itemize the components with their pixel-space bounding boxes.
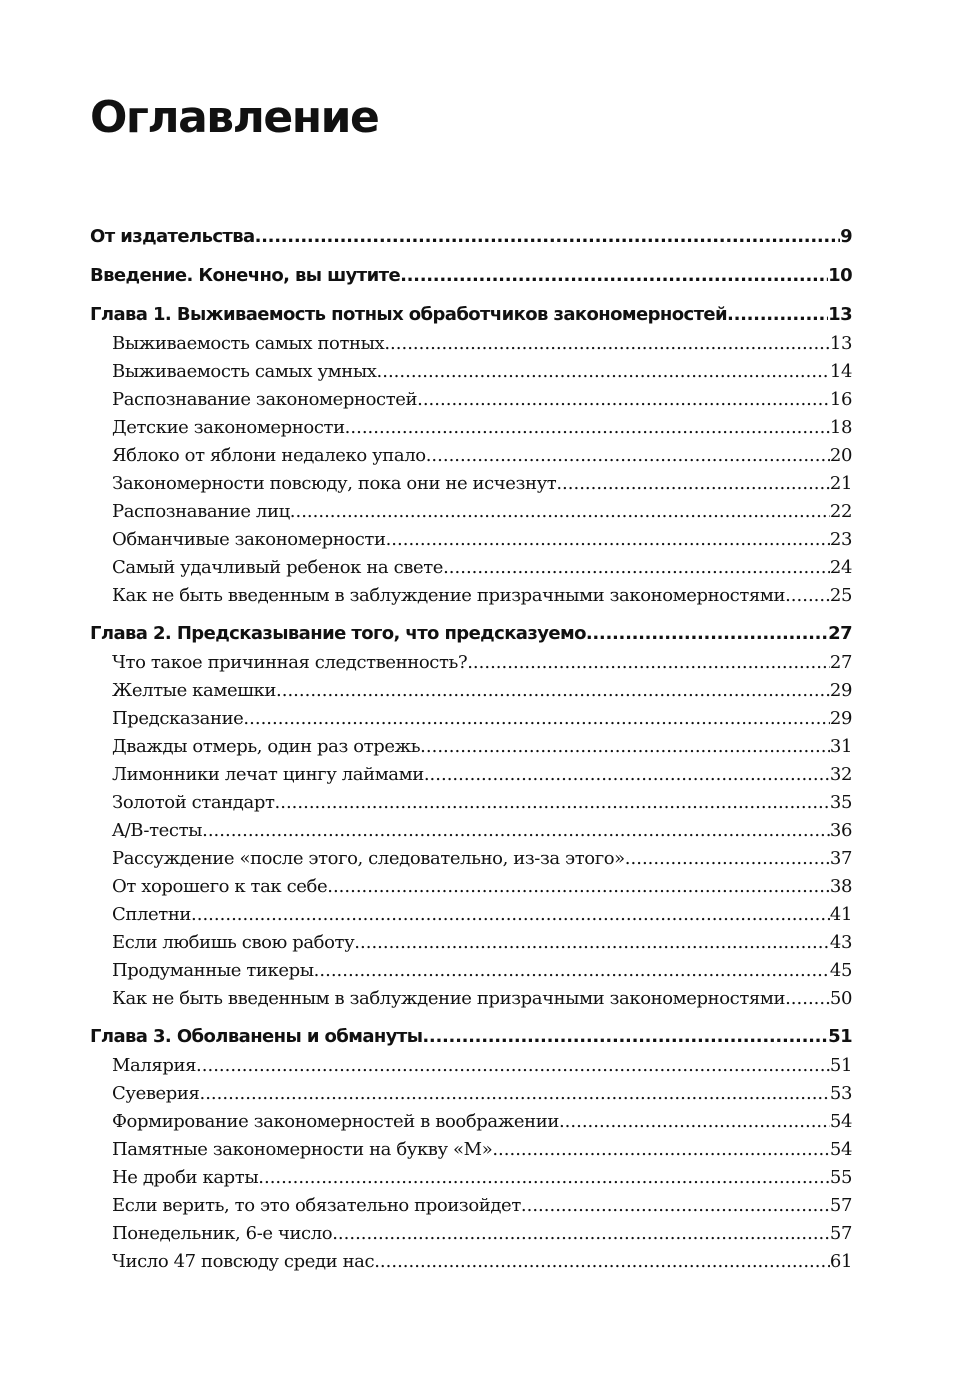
toc-section-entry[interactable]	[90, 901, 852, 929]
toc-section-entry-title: Число 47 повсюду среди нас	[112, 1251, 375, 1272]
dot-leader	[290, 498, 830, 526]
toc-section-entry-title: Предсказание	[112, 708, 244, 729]
toc-section-entry-page-number: 24	[829, 557, 852, 578]
dot-leader	[424, 761, 830, 789]
toc-chapter-entry-title: Глава 2. Предсказывание того, что предсказуемо	[90, 623, 586, 644]
toc-section-entry-title: Если верить, то это обязательно произойдет	[112, 1195, 521, 1216]
toc-section-entry[interactable]	[90, 1136, 852, 1164]
dot-leader	[521, 1192, 830, 1220]
toc-section-entry-title: Малярия	[112, 1055, 197, 1076]
toc-section-entry[interactable]	[90, 705, 852, 733]
dot-leader	[785, 985, 830, 1013]
toc-section-entry[interactable]	[90, 1164, 852, 1192]
toc-chapter-entry[interactable]	[90, 222, 852, 252]
toc-section-entry-page-number: 36	[829, 820, 852, 841]
toc-section-entry-title: Если любишь свою работу	[112, 932, 355, 953]
dot-leader	[199, 1080, 829, 1108]
toc-section-entry[interactable]	[90, 733, 852, 761]
toc-section-entry[interactable]	[90, 1080, 852, 1108]
dot-leader	[258, 1164, 830, 1192]
toc-section-entry-page-number: 18	[829, 417, 852, 438]
dot-leader	[443, 554, 830, 582]
toc-section-entry-title: Формирование закономерностей в воображении	[112, 1111, 559, 1132]
toc-section-entry-page-number: 41	[829, 904, 852, 925]
toc-section-entry-page-number: 23	[829, 529, 852, 550]
toc-section-entry-title: Рассуждение «после этого, следовательно, из-за этого»	[112, 848, 625, 869]
page-title: Оглавление	[90, 92, 379, 143]
toc-chapter-entry-page-number: 13	[828, 304, 852, 325]
toc-section-entry-title: Обманчивые закономерности	[112, 529, 386, 550]
toc-section-entry-page-number: 32	[829, 764, 852, 785]
dot-leader	[384, 330, 830, 358]
toc-section-entry-title: Детские закономерности	[112, 417, 345, 438]
dot-leader	[243, 705, 829, 733]
dot-leader	[276, 677, 830, 705]
toc-section-entry[interactable]	[90, 442, 852, 470]
dot-leader	[377, 358, 830, 386]
toc-section-entry-title: Закономерности повсюду, пока они не исчезнут	[112, 473, 557, 494]
toc-chapter-entry-page-number: 10	[828, 265, 852, 286]
toc-section-entry-title: Что такое причинная следственность?	[112, 652, 468, 673]
toc-section-entry[interactable]	[90, 789, 852, 817]
toc-section-entry-title: Как не быть введенным в заблуждение призрачными закономерностями	[112, 988, 786, 1009]
table-of-contents	[90, 222, 852, 1276]
dot-leader	[327, 873, 830, 901]
toc-section-entry-page-number: 51	[829, 1055, 852, 1076]
dot-leader	[255, 222, 840, 252]
toc-section-entry[interactable]	[90, 1248, 852, 1276]
toc-section-entry-page-number: 37	[829, 848, 852, 869]
toc-section-entry-title: Суеверия	[112, 1083, 200, 1104]
toc-chapter-entry[interactable]	[90, 300, 852, 330]
toc-section-entry-page-number: 57	[829, 1223, 852, 1244]
toc-section-entry-title: A/B-тесты	[112, 820, 203, 841]
toc-section-entry[interactable]	[90, 845, 852, 873]
toc-chapter-entry[interactable]	[90, 1022, 852, 1052]
dot-leader	[625, 845, 830, 873]
toc-section-entry-page-number: 25	[829, 585, 852, 606]
toc-section-entry-title: Золотой стандарт	[112, 792, 275, 813]
dot-leader	[191, 901, 830, 929]
toc-section-entry-title: Как не быть введенным в заблуждение призрачными закономерностями	[112, 585, 786, 606]
dot-leader	[785, 582, 830, 610]
toc-section-entry[interactable]	[90, 929, 852, 957]
dot-leader	[386, 526, 830, 554]
dot-leader	[417, 386, 830, 414]
toc-section-entry[interactable]	[90, 1192, 852, 1220]
dot-leader	[492, 1136, 830, 1164]
toc-chapter-entry-title: От издательства	[90, 226, 255, 247]
toc-section-entry[interactable]	[90, 582, 852, 610]
toc-chapter-entry-page-number: 9	[840, 226, 852, 247]
toc-section-entry-page-number: 21	[829, 473, 852, 494]
toc-section-entry[interactable]	[90, 1220, 852, 1248]
toc-section-entry-page-number: 54	[829, 1139, 852, 1160]
dot-leader	[727, 300, 828, 330]
toc-section-entry[interactable]	[90, 498, 852, 526]
dot-leader	[345, 414, 830, 442]
toc-section-entry-title: Выживаемость самых умных	[112, 361, 377, 382]
dot-leader	[420, 733, 830, 761]
dot-leader	[314, 957, 830, 985]
toc-chapter-entry-page-number: 51	[828, 1026, 852, 1047]
toc-section-entry-page-number: 20	[829, 445, 852, 466]
toc-section-entry[interactable]	[90, 985, 852, 1013]
toc-section-entry[interactable]	[90, 761, 852, 789]
toc-section-entry-title: Яблоко от яблони недалеко упало	[112, 445, 426, 466]
toc-chapter-entry-page-number: 27	[828, 623, 852, 644]
toc-section-entry-page-number: 55	[829, 1167, 852, 1188]
toc-section-entry[interactable]	[90, 1052, 852, 1080]
toc-section-entry[interactable]	[90, 386, 852, 414]
toc-section-entry[interactable]	[90, 649, 852, 677]
toc-section-entry[interactable]	[90, 817, 852, 845]
toc-chapter-entry-title: Введение. Конечно, вы шутите	[90, 265, 401, 286]
toc-section-entry-title: Выживаемость самых потных	[112, 333, 385, 354]
dot-leader	[467, 649, 830, 677]
toc-section-entry[interactable]	[90, 414, 852, 442]
toc-section-entry-page-number: 54	[829, 1111, 852, 1132]
toc-section-entry[interactable]	[90, 470, 852, 498]
toc-section-entry-title: Распознавание лиц	[112, 501, 290, 522]
toc-section-entry-page-number: 50	[829, 988, 852, 1009]
toc-section-entry[interactable]	[90, 957, 852, 985]
toc-section-entry-page-number: 14	[829, 361, 852, 382]
toc-section-entry-title: Дважды отмерь, один раз отрежь	[112, 736, 421, 757]
toc-section-entry-title: Памятные закономерности на букву «М»	[112, 1139, 493, 1160]
dot-leader	[332, 1220, 830, 1248]
toc-section-entry-page-number: 13	[829, 333, 852, 354]
toc-section-entry[interactable]	[90, 873, 852, 901]
toc-section-entry-page-number: 57	[829, 1195, 852, 1216]
toc-section-entry[interactable]	[90, 1108, 852, 1136]
toc-section-entry-page-number: 31	[829, 736, 852, 757]
toc-section-entry-page-number: 53	[829, 1083, 852, 1104]
dot-leader	[556, 470, 830, 498]
toc-chapter-entry[interactable]	[90, 619, 852, 649]
toc-section-entry-title: Самый удачливый ребенок на свете	[112, 557, 444, 578]
toc-section-entry[interactable]	[90, 677, 852, 705]
dot-leader	[354, 929, 830, 957]
toc-section-entry[interactable]	[90, 330, 852, 358]
toc-section-entry-page-number: 38	[829, 876, 852, 897]
dot-leader	[400, 261, 828, 291]
toc-section-entry[interactable]	[90, 554, 852, 582]
dot-leader	[374, 1248, 830, 1276]
toc-chapter-entry-title: Глава 1. Выживаемость потных обработчиков закономерностей	[90, 304, 728, 325]
toc-section-entry-title: Распознавание закономерностей	[112, 389, 418, 410]
toc-section-entry[interactable]	[90, 526, 852, 554]
toc-section-entry-page-number: 29	[829, 708, 852, 729]
toc-section-entry-page-number: 22	[829, 501, 852, 522]
toc-section-entry-title: Лимонники лечат цингу лаймами	[112, 764, 424, 785]
dot-leader	[196, 1052, 830, 1080]
dot-leader	[426, 442, 830, 470]
toc-section-entry-page-number: 35	[829, 792, 852, 813]
toc-section-entry-page-number: 27	[829, 652, 852, 673]
toc-section-entry-title: Желтые камешки	[112, 680, 276, 701]
toc-section-entry-page-number: 29	[829, 680, 852, 701]
toc-section-entry-title: Сплетни	[112, 904, 192, 925]
toc-section-entry-title: Не дроби карты	[112, 1167, 259, 1188]
toc-section-entry-page-number: 45	[829, 960, 852, 981]
toc-chapter-entry[interactable]	[90, 261, 852, 291]
toc-section-entry-title: Продуманные тикеры	[112, 960, 314, 981]
dot-leader	[202, 817, 830, 845]
toc-section-entry-page-number: 16	[829, 389, 852, 410]
toc-section-entry-page-number: 43	[829, 932, 852, 953]
toc-section-entry-title: От хорошего к так себе	[112, 876, 328, 897]
toc-section-entry-page-number: 61	[829, 1251, 852, 1272]
dot-leader	[559, 1108, 830, 1136]
dot-leader	[586, 619, 828, 649]
dot-leader	[275, 789, 830, 817]
toc-chapter-entry-title: Глава 3. Оболванены и обмануты	[90, 1026, 423, 1047]
toc-section-entry[interactable]	[90, 358, 852, 386]
dot-leader	[422, 1022, 828, 1052]
toc-section-entry-title: Понедельник, 6-е число	[112, 1223, 333, 1244]
